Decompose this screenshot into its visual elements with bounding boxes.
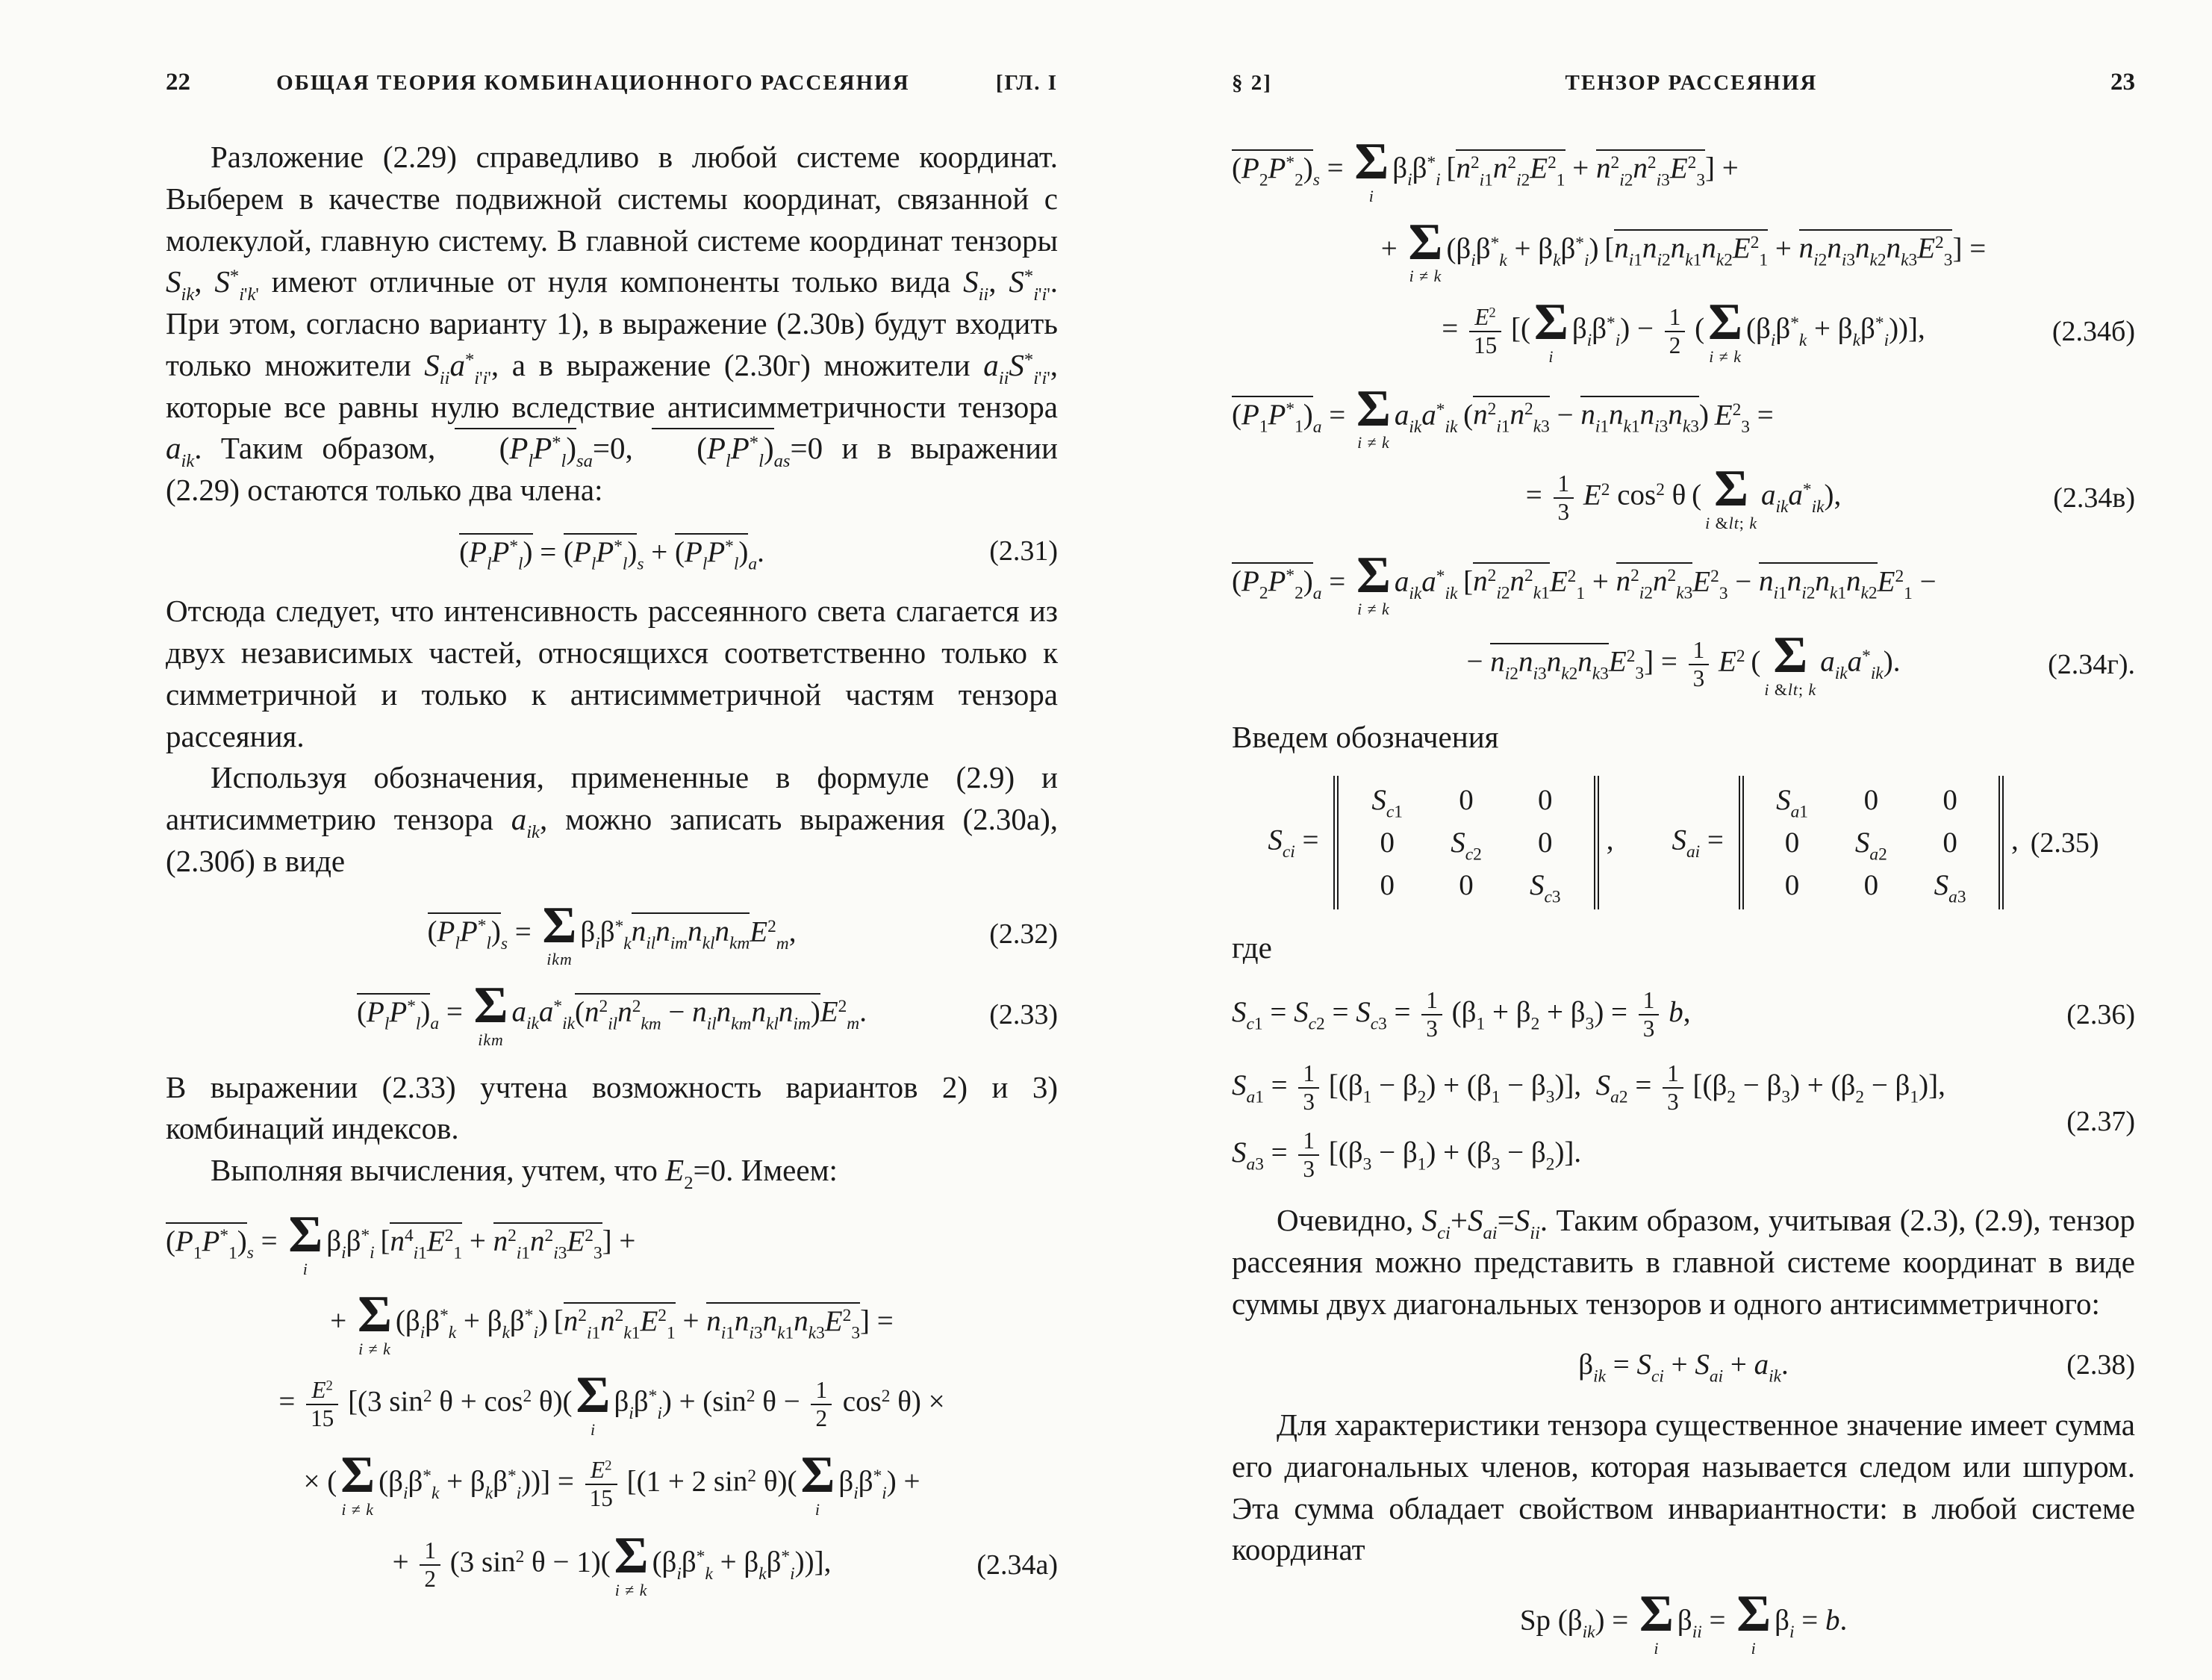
paragraph: Очевидно, $S_{ci}+S_{ai}=S_{ii}$. Таким образом, учитывая (2.3), (2.9), тензор рассеяния можно представить в главной системе координат в виде суммы двух диагональных тензоров и одного антисимметричного: [1232, 1203, 2135, 1321]
equation [1232, 1060, 2135, 1183]
equation-tag: (2.33) [989, 998, 1058, 1030]
equation-tag: (2.34б) [2051, 315, 2135, 347]
page-left [166, 69, 1058, 1617]
equation-tag: (2.37) [2066, 1105, 2135, 1137]
chapter-mark: [ГЛ. I [995, 71, 1058, 95]
equation-line: + Σ i ≠ k $(\beta_i\beta^*_k + \beta_k\beta^*_i) [n^2_{i1}n^2_{k1}E^2_1 + n_{i1}n_{i3}n_{k1}n_{k3}E^2_3]$ = [330, 1285, 894, 1359]
running-title-right: ТЕНЗОР РАССЕЯНИЯ [1565, 71, 1818, 95]
equation-line: $(P_lP^*_l) = (P_lP^*_l)_s + (P_lP^*_l)_a$. (2.31) [166, 529, 1058, 573]
equation [1232, 1584, 2135, 1658]
equation-tag: (2.32) [989, 918, 1058, 951]
equation [1232, 987, 2135, 1042]
paragraph: Разложение (2.29) справедливо в любой системе координат. Выберем в качестве подвижной системы координат, связанной с молекулой, главную систему. В главной системе координат тензоры $S_{ik}$, $S^*_{i'k'}$ имеют отличные от нуля компоненты только вида $S_{ii}$, $S^*_{i'i'}$. При этом, согласно варианту 1), в выражение (2.30в) будут входить только множители $S_{ii}a^*_{i'i'}$, а в выражение (2.30г) множители $a_{ii}S^*_{i'i'}$, которые все равны нулю вследствие антисимметричности тензора $a_{ik}$. Таким образом, $(P_lP^*_l)_{sa}=0$, $(P_lP^*_l)_{as}=0$ и в выражении (2.29) остаются только два члена: [166, 140, 1059, 507]
page-right-body [1232, 132, 2135, 1658]
equation-line: $(P_2P^*_2)_a$ = Σ i ≠ k $a_{ik}a^*_{ik}$ [$n^2_{i2}n^2_{k1}E^2_1 + n^2_{i2}n^2_{k3}E^2_3 - n_{i1}n_{i2}n_{k1}n_{k2}E^2_1$ − [1232, 545, 1937, 619]
equation-line: = $\frac{E^2}{15}$ [( Σ i $\beta_i\beta^*_i$) − $\frac{1}{2}$ ( Σ i ≠ k $(\beta_i\beta^*_k + \beta_k\beta^*_i)$)], (2.34б) [1442, 293, 2135, 366]
page-left-body [166, 137, 1058, 1599]
equation-line: − $n_{i2}n_{i3}n_{k2}n_{k3}E^2_3$] = $\frac{1}{3}$ $E^2$ ( Σ i &lt; k $a_{ik}a^*_{ik}$). (2.34г). [1466, 626, 2135, 699]
equation-line: + $\frac{1}{2}$ (3 $\sin^2 \theta - 1$)( Σ i ≠ k $(\beta_i\beta^*_k + \beta_k\beta^*_i)$)], (2.34а) [392, 1525, 1058, 1599]
equation-line: $(P_lP^*_l)_s$ = Σ ikm $\beta_i\beta^*_kn_{il}n_{im}n_{kl}n_{km}E^2_m$, (2.32) [427, 895, 1058, 969]
equation [1232, 545, 2135, 699]
equation [166, 1204, 1058, 1599]
equation-line: + Σ i ≠ k $(\beta_i\beta^*_k + \beta_k\beta^*_i) [n_{i1}n_{i2}n_{k1}n_{k2}E^2_1 + n_{i2}n_{i3}n_{k2}n_{k3}E^2_3]$ = [1380, 212, 1987, 286]
page-left-header [166, 69, 1058, 96]
equation-line: = $\frac{1}{3}$ $E^2$ $\cos^2 \theta$ ( Σ i &lt; k $a_{ik}a^*_{ik}$), (2.34в) [1525, 459, 2135, 532]
equation [166, 529, 1058, 573]
equation-tag: (2.35) [2030, 827, 2099, 859]
equation-tag: (2.36) [2066, 999, 2135, 1031]
paragraph: где [1232, 930, 1272, 965]
equation-line: = $\frac{E^2}{15}$ [(3 $\sin^2 \theta + \cos^2 \theta$)( Σ i $\beta_i\beta^*_i) + (\sin^2$ θ − $\frac{1}{2}$ $\cos^2 \theta$) × [278, 1365, 945, 1439]
equation-tag: (2.31) [989, 535, 1058, 567]
equation-line: $(P_lP^*_l)_a$ = Σ ikm $a_{ik}a^*_{ik}(n^2_{il}n^2_{km} - n_{il}n_{km}n_{kl}n_{im})E^2_m$. (2.33) [357, 976, 1058, 1049]
page-right [1232, 69, 2135, 1676]
equation-line: $S_{c1} = S_{c2} = S_{c3}$ = $\frac{1}{3}$ $(\beta_1 + \beta_2 + \beta_3)$ = $\frac{1}{3}$ b, (2.36) [1232, 987, 2135, 1042]
paragraph: В выражении (2.33) учтена возможность вариантов 2) и 3) комбинаций индексов. [166, 1069, 1058, 1146]
equation-tag: (2.34г). [2048, 648, 2135, 680]
equation-line: $\beta_{ik} = S_{ci} + S_{ai} + a_{ik}$. (2.38) [1578, 1348, 2135, 1387]
page-number-right: 23 [2110, 69, 2135, 96]
equation-line: $S_{a1}$ = $\frac{1}{3}$ $[(\beta_1 - \beta_2) + (\beta_1 - \beta_3)]$, $S_{a2}$ = $\frac{1}{3}$ $[(\beta_2 - \beta_3) + (\beta_2 - \beta_1)]$, [1232, 1060, 1945, 1115]
page-number-left: 22 [166, 69, 190, 96]
equation [1232, 776, 2135, 909]
paragraph: Отсюда следует, что интенсивность рассеянного света слагается из двух независимых частей, относящихся соответственно только к симметричной и только к антисимметричной частям тензора рассеяния. [166, 594, 1058, 753]
equation-line: $(P_1P^*_1)_a$ = Σ i ≠ k $a_{ik}a^*_{ik}$ $(n^2_{i1}n^2_{k3} - n_{i1}n_{k1}n_{i3}n_{k3}) E^2_3$ = [1232, 379, 1774, 452]
equation [1232, 1343, 2135, 1387]
paragraph: Выполняя вычисления, учтем, что $E_2=0$. Имеем: [211, 1153, 838, 1194]
equation-tag: (2.34в) [2053, 482, 2135, 514]
equation-line: Sp $(\beta_{ik})$ = Σ i $\beta_{ii}$ = Σ i $\beta_i = b$. [1519, 1584, 1848, 1658]
equation-line: $S_{a3}$ = $\frac{1}{3}$ $[(\beta_3 - \beta_1) + (\beta_3 - \beta_2)]$. [1232, 1127, 1582, 1182]
equation-line: $(P_1P^*_1)_s$ = Σ i $\beta_i\beta^*_i$ $[n^4_{i1}E^2_1 + n^2_{i1}n^2_{i3}E^2_3]$ + [166, 1204, 636, 1278]
equation [166, 895, 1058, 1049]
equation [1232, 379, 2135, 532]
paragraph: Для характеристики тензора существенное значение имеет сумма его диагональных членов, которая называется следом или шпуром. Эта сумма обладает свойством инвариантности: в любой системе координат [1232, 1407, 2135, 1567]
running-title-left: ОБЩАЯ ТЕОРИЯ КОМБИНАЦИОННОГО РАССЕЯНИЯ [276, 71, 910, 95]
equation-tag: (2.38) [2066, 1348, 2135, 1381]
section-mark: § 2] [1232, 71, 1272, 95]
paragraph: Используя обозначения, примененные в формуле (2.9) и антисимметрию тензора $a_{ik}$, можно записать выражения (2.30а), (2.30б) в виде [166, 760, 1058, 878]
equation-tag: (2.34а) [976, 1549, 1058, 1581]
equation [1232, 132, 2135, 366]
paragraph: Введем обозначения [1232, 719, 1499, 754]
equation-line: $S_{ci}$ = $S_{c1}$ 0 0 0 $S_{c2}$ 0 0 0 $S_{c3}$ , $S_{ai}$ = $S_{a1}$ 0 0 0 $S_{a2}$ 0 0 0 $S_{a3}$ , (2.35) [1232, 776, 2135, 909]
equation-line: × ( Σ i ≠ k $(\beta_i\beta^*_k + \beta_k\beta^*_i)$)] = $\frac{E^2}{15}$ [(1 + 2 $\sin^2 \theta$)( Σ i $\beta_i\beta^*_i$) + [303, 1446, 920, 1519]
equation-line: $(P_2P^*_2)_s$ = Σ i $\beta_i\beta^*_i$ $[n^2_{i1}n^2_{i2}E^2_1 + n^2_{i2}n^2_{i3}E^2_3]$ + [1232, 132, 1739, 205]
page-right-header [1232, 69, 2135, 96]
